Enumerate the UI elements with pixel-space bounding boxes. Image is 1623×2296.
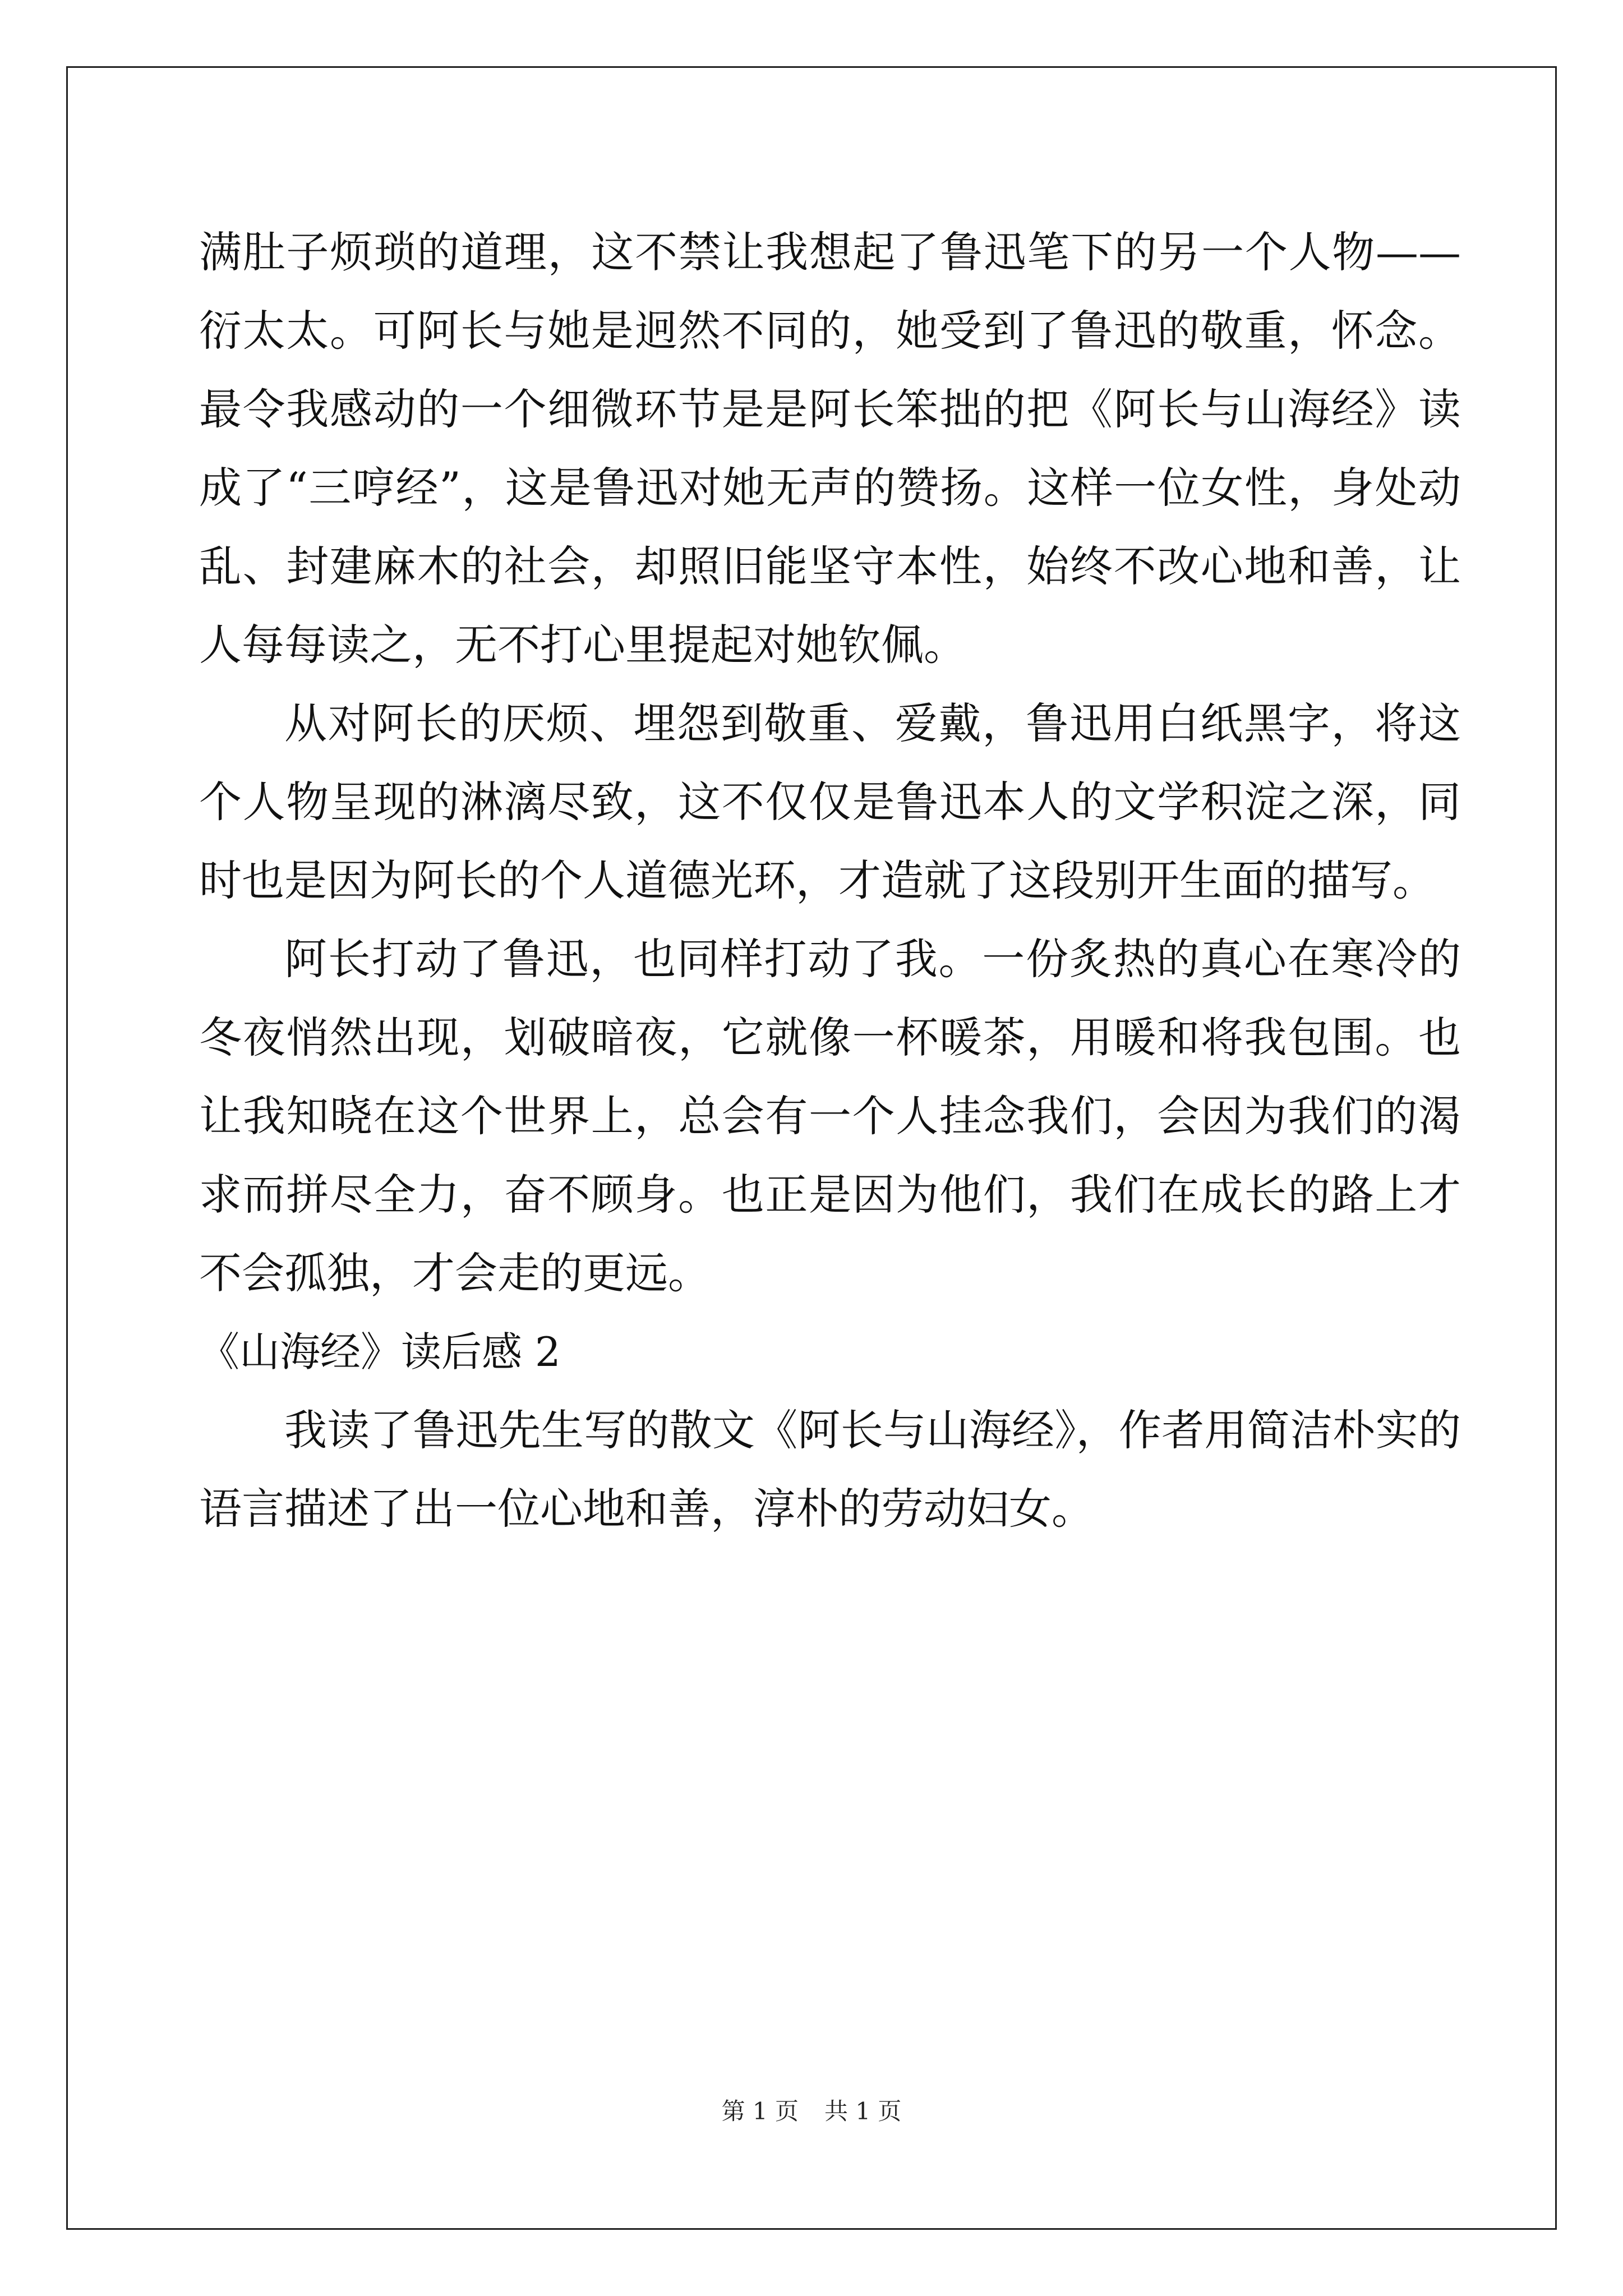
- paragraph-4: 我读了鲁迅先生写的散文《阿长与山海经》，作者用简洁朴实的语言描述了出一位心地和善，淳朴的劳动妇女。: [199, 1405, 1461, 1534]
- paragraph-1: 满肚子烦琐的道理，这不禁让我想起了鲁迅笔下的另一个人物——衍太太。可阿长与她是迥然不同的，她受到了鲁迅的敬重，怀念。最令我感动的一个细微环节是是阿长笨拙的把《阿长与山海经》读成了“三哼经”，这是鲁迅对她无声的赞扬。这样一位女性，身处动乱、封建麻木的社会，却照旧能坚守本性，始终不改心地和善，让人每每读之，无不打心里提起对她钦佩。: [199, 227, 1461, 670]
- paragraph-3: 阿长打动了鲁迅，也同样打动了我。一份炙热的真心在寒冷的冬夜悄然出现，划破暗夜，它就像一杯暖茶，用暖和将我包围。也让我知晓在这个世界上，总会有一个人挂念我们，会因为我们的渴求而拼尽全力，奋不顾身。也正是因为他们，我们在成长的路上才不会孤独，才会走的更远。: [199, 934, 1461, 1298]
- page-footer: [0, 2095, 1623, 2128]
- page-total: 共 1 页: [824, 2097, 902, 2125]
- document-body: [199, 213, 1461, 1548]
- section-heading: 《山海经》读后感 2: [199, 1328, 561, 1375]
- paragraph-2: 从对阿长的厌烦、埋怨到敬重、爱戴，鲁迅用白纸黑字，将这个人物呈现的淋漓尽致，这不仅仅是鲁迅本人的文学积淀之深，同时也是因为阿长的个人道德光环，才造就了这段别开生面的描写。: [199, 698, 1461, 905]
- page-number: 第 1 页: [721, 2097, 799, 2125]
